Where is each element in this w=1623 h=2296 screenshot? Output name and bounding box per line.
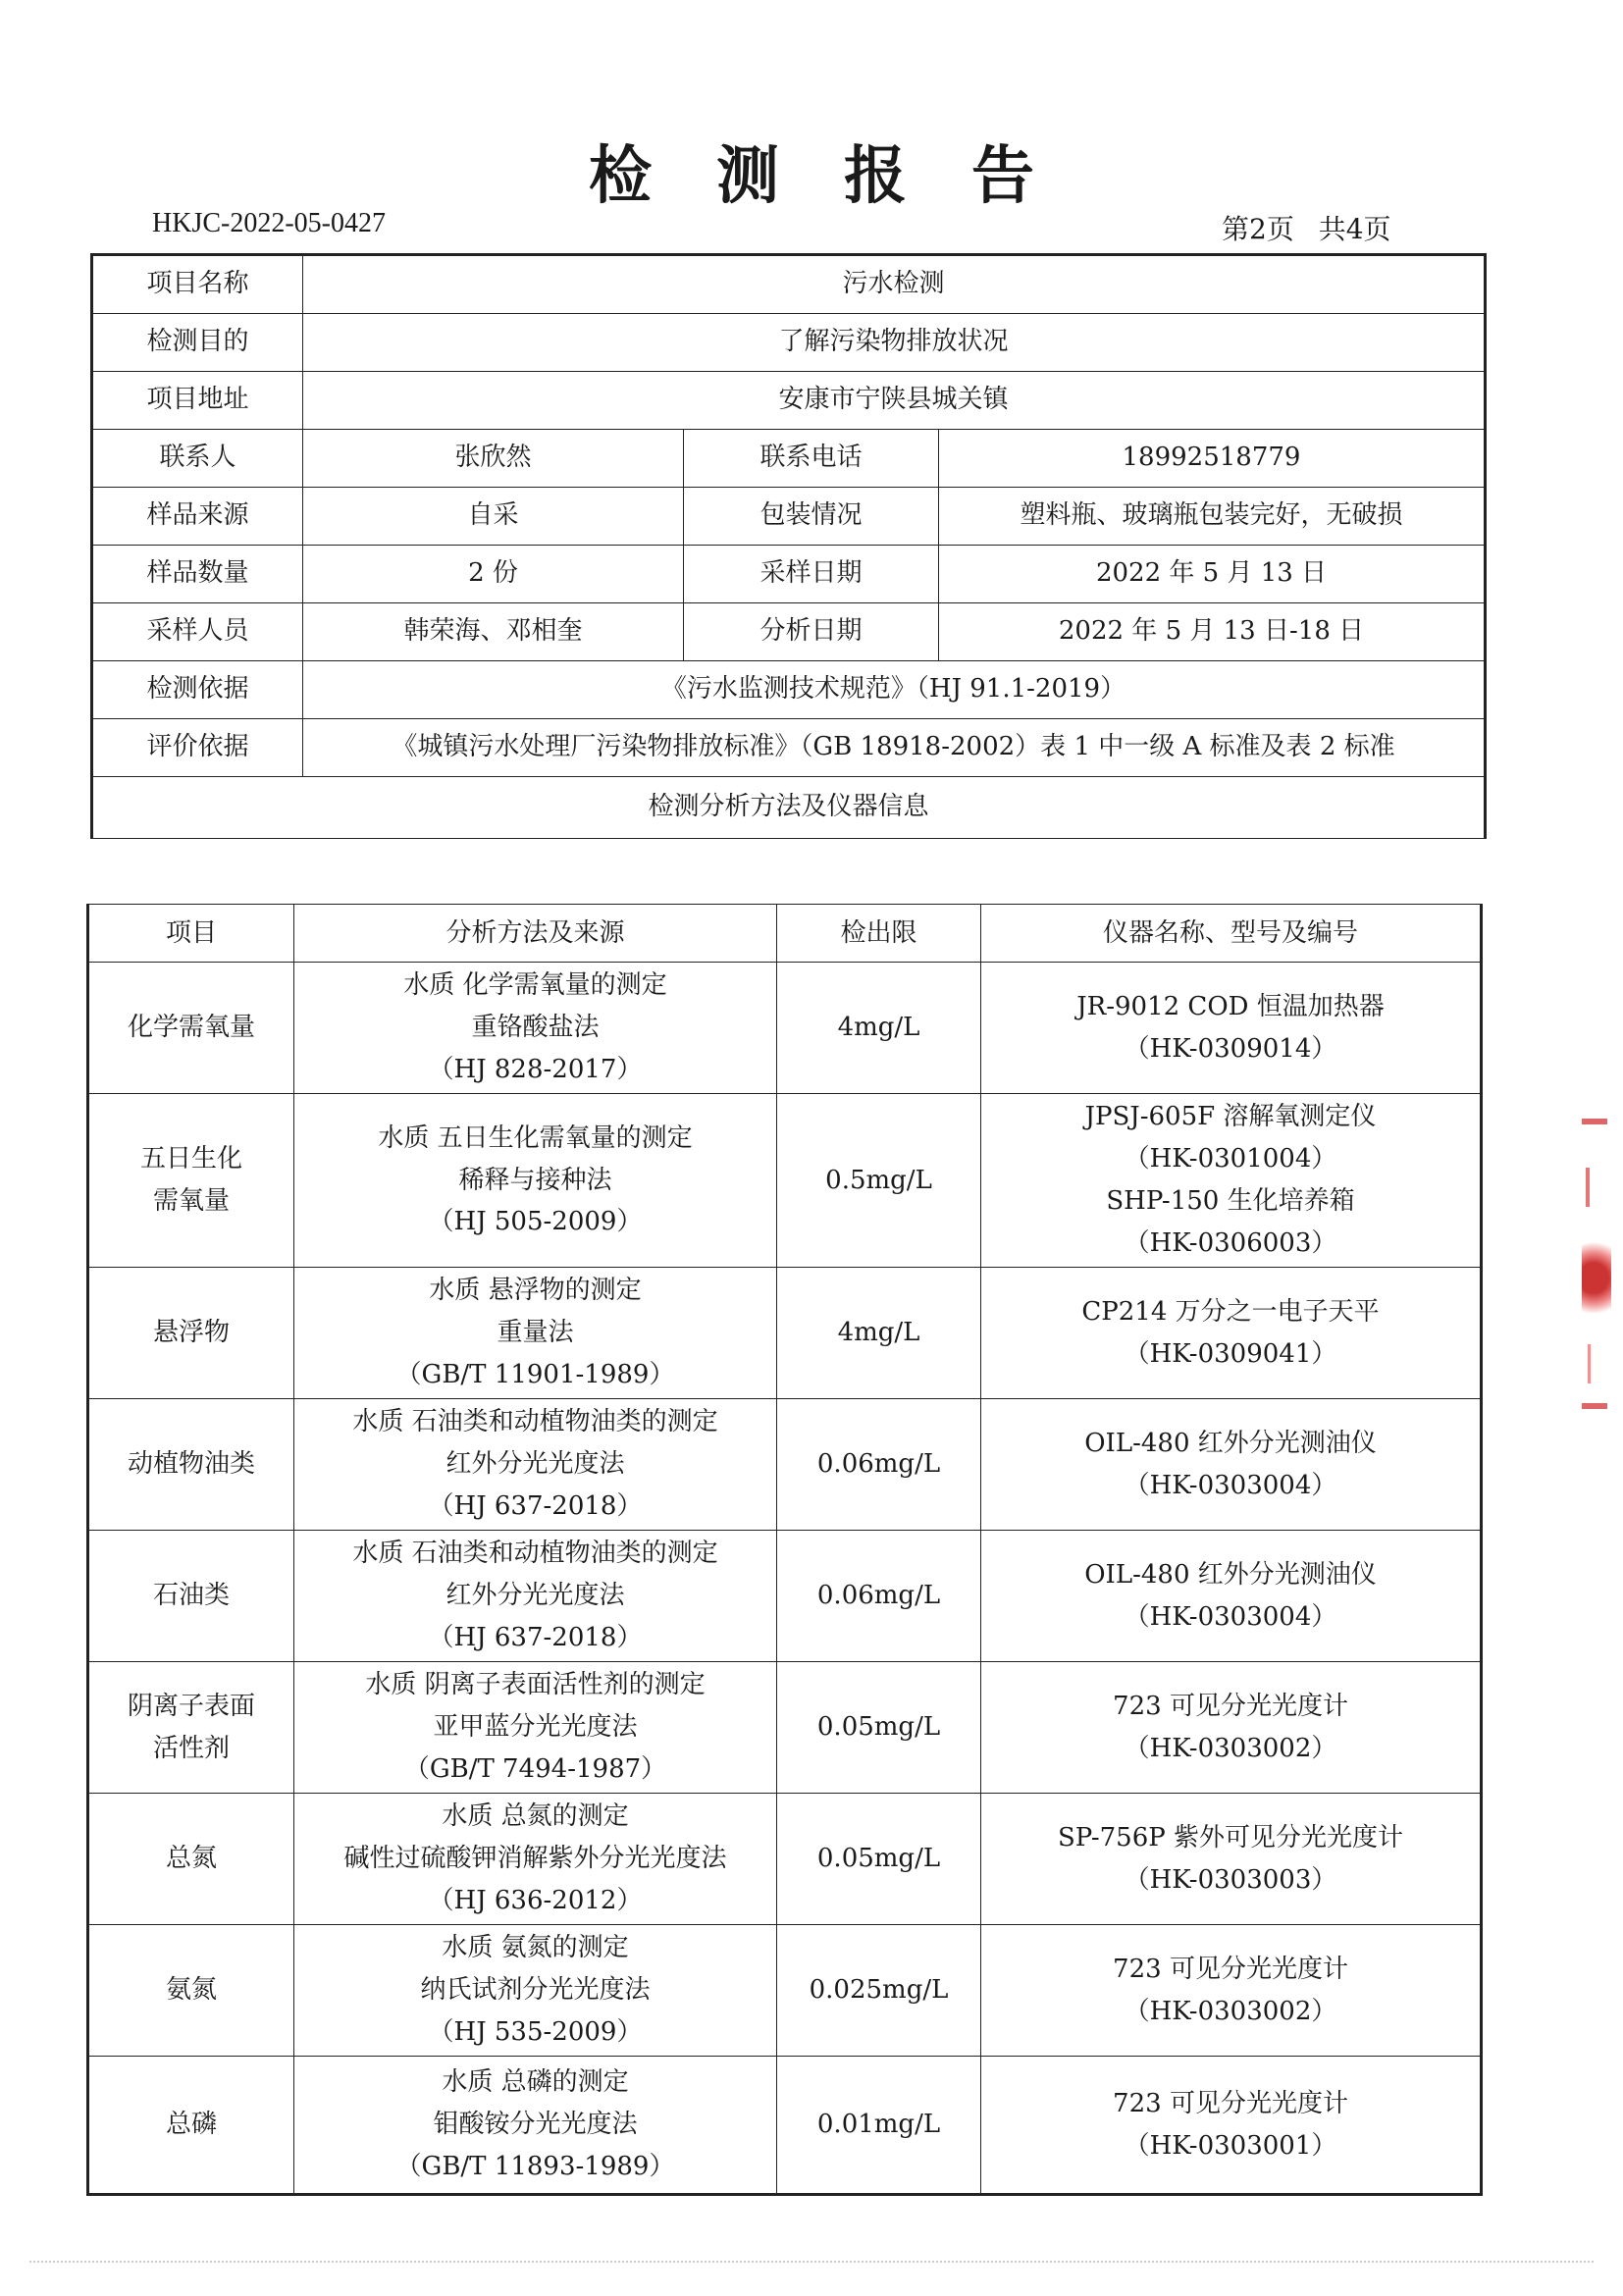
label-purpose: 检测目的 <box>92 314 303 372</box>
row-basis <box>92 661 1486 719</box>
method-item <box>88 1268 294 1399</box>
method-item-line: 动植物油类 <box>127 1449 255 1480</box>
method-source-line: 重铬酸盐法 <box>471 1013 600 1043</box>
label-address: 项目地址 <box>92 372 303 430</box>
method-source <box>294 1268 777 1399</box>
scan-edge-line <box>29 2261 1594 2263</box>
method-row <box>88 1094 1482 1268</box>
method-detection-limit: 0.025mg/L <box>777 1925 981 2057</box>
value-sampling-date: 2022 年 5 月 13 日 <box>939 546 1486 603</box>
method-instrument-line: CP214 万分之一电子天平 <box>1081 1296 1380 1327</box>
label-package: 包装情况 <box>684 488 939 546</box>
method-source-line: 红外分光光度法 <box>445 1581 625 1611</box>
methods-header-row <box>88 905 1482 963</box>
header-instrument: 仪器名称、型号及编号 <box>981 905 1482 963</box>
method-source-line: 水质 石油类和动植物油类的测定 <box>352 1539 718 1569</box>
method-source <box>294 1094 777 1268</box>
method-item-line: 需氧量 <box>152 1186 230 1216</box>
label-phone: 联系电话 <box>684 430 939 488</box>
method-row <box>88 1794 1482 1925</box>
method-source-line: 水质 总磷的测定 <box>442 2067 629 2098</box>
method-source-line: 水质 化学需氧量的测定 <box>403 970 667 1001</box>
value-package: 塑料瓶、玻璃瓶包装完好，无破损 <box>939 488 1486 546</box>
method-item <box>88 1794 294 1925</box>
value-basis: 《污水监测技术规范》（HJ 91.1-2019） <box>303 661 1486 719</box>
method-item-line: 氨氮 <box>165 1975 217 2006</box>
method-instrument <box>981 1531 1482 1662</box>
method-instrument-line: OIL-480 红外分光测油仪 <box>1084 1559 1377 1590</box>
label-basis: 检测依据 <box>92 661 303 719</box>
method-item <box>88 963 294 1094</box>
method-instrument-line: （HK-0303004） <box>1124 1470 1337 1500</box>
report-number: HKJC-2022-05-0427 <box>152 208 386 238</box>
header-item: 项目 <box>88 905 294 963</box>
method-item-line: 活性剂 <box>152 1733 230 1763</box>
method-instrument-line: （HK-0303003） <box>1124 1864 1337 1895</box>
value-quantity: 2 份 <box>303 546 684 603</box>
method-source-line: （HJ 505-2009） <box>428 1207 643 1237</box>
value-contact: 张欣然 <box>303 430 684 488</box>
method-detection-limit: 4mg/L <box>777 1268 981 1399</box>
method-source-line: 水质 阴离子表面活性剂的测定 <box>365 1670 706 1700</box>
method-item <box>88 2057 294 2195</box>
method-row <box>88 1268 1482 1399</box>
method-row <box>88 1531 1482 1662</box>
method-instrument-line: JR-9012 COD 恒温加热器 <box>1076 991 1385 1021</box>
methods-body <box>88 963 1482 2195</box>
method-detection-limit: 0.05mg/L <box>777 1662 981 1794</box>
methods-section-title: 检测分析方法及仪器信息 <box>92 777 1486 839</box>
row-purpose <box>92 314 1486 372</box>
value-sampler: 韩荣海、邓相奎 <box>303 603 684 661</box>
method-source-line: 稀释与接种法 <box>458 1165 612 1195</box>
method-source-line: （GB/T 7494-1987） <box>403 1753 667 1784</box>
method-detection-limit: 4mg/L <box>777 963 981 1094</box>
method-item <box>88 1094 294 1268</box>
method-source-line: 重量法 <box>497 1318 574 1348</box>
method-instrument <box>981 1399 1482 1531</box>
method-detection-limit: 0.06mg/L <box>777 1399 981 1531</box>
method-source-line: （HJ 535-2009） <box>428 2016 643 2047</box>
method-item-line: 阴离子表面 <box>127 1691 255 1721</box>
page-indicator: 第2页 共4页 <box>1222 213 1391 245</box>
method-detection-limit: 0.05mg/L <box>777 1794 981 1925</box>
method-source-line: 水质 石油类和动植物油类的测定 <box>352 1407 718 1437</box>
method-row <box>88 963 1482 1094</box>
method-source-line: （GB/T 11893-1989） <box>395 2151 675 2181</box>
method-item <box>88 1925 294 2057</box>
method-source <box>294 1662 777 1794</box>
value-source: 自采 <box>303 488 684 546</box>
method-source-line: 钼酸铵分光光度法 <box>433 2110 638 2140</box>
label-eval: 评价依据 <box>92 719 303 777</box>
method-source <box>294 963 777 1094</box>
method-instrument-line: （HK-0301004） <box>1124 1144 1337 1174</box>
method-instrument <box>981 1268 1482 1399</box>
method-source-line: 纳氏试剂分光光度法 <box>420 1975 651 2006</box>
header-method: 分析方法及来源 <box>294 905 777 963</box>
method-source-line: （HJ 637-2018） <box>428 1622 643 1652</box>
method-instrument-line: （HK-0303001） <box>1124 2130 1337 2161</box>
row-sampler <box>92 603 1486 661</box>
method-instrument <box>981 1925 1482 2057</box>
method-source-line: 亚甲蓝分光光度法 <box>433 1712 638 1743</box>
row-methods-title <box>92 777 1486 839</box>
method-source-line: （HJ 637-2018） <box>428 1490 643 1521</box>
method-instrument-line: 723 可见分光光度计 <box>1113 2088 1348 2118</box>
method-item-line: 悬浮物 <box>152 1318 230 1348</box>
method-item-line: 总磷 <box>165 2110 217 2140</box>
method-instrument <box>981 1094 1482 1268</box>
row-quantity <box>92 546 1486 603</box>
method-instrument-line: （HK-0303004） <box>1124 1601 1337 1632</box>
method-source-line: 水质 悬浮物的测定 <box>429 1276 642 1306</box>
method-detection-limit: 0.5mg/L <box>777 1094 981 1268</box>
method-source-line: 水质 氨氮的测定 <box>442 1933 629 1963</box>
method-instrument <box>981 963 1482 1094</box>
method-detection-limit: 0.01mg/L <box>777 2057 981 2195</box>
method-row <box>88 1399 1482 1531</box>
row-contact <box>92 430 1486 488</box>
method-item-line: 五日生化 <box>139 1144 242 1174</box>
method-source-line: 水质 总氮的测定 <box>442 1801 629 1832</box>
method-instrument-line: （HK-0309014） <box>1124 1033 1337 1064</box>
row-project-name <box>92 255 1486 314</box>
method-source <box>294 1531 777 1662</box>
method-item <box>88 1531 294 1662</box>
method-item-line: 石油类 <box>152 1581 230 1611</box>
label-contact: 联系人 <box>92 430 303 488</box>
label-analysis-date: 分析日期 <box>684 603 939 661</box>
label-source: 样品来源 <box>92 488 303 546</box>
method-source <box>294 1794 777 1925</box>
method-instrument-line: （HK-0309041） <box>1124 1338 1337 1369</box>
method-instrument <box>981 2057 1482 2195</box>
report-title: 检测报告 <box>589 139 1099 213</box>
methods-table <box>86 904 1483 2196</box>
method-row <box>88 1662 1482 1794</box>
method-detection-limit: 0.06mg/L <box>777 1531 981 1662</box>
project-info-table <box>90 253 1487 839</box>
method-source-line: 水质 五日生化需氧量的测定 <box>378 1122 693 1153</box>
method-instrument-line: （HK-0306003） <box>1124 1227 1337 1258</box>
header-limit: 检出限 <box>777 905 981 963</box>
value-eval: 《城镇污水处理厂污染物排放标准》（GB 18918-2002）表 1 中一级 A 标准及表 2 标准 <box>303 719 1486 777</box>
method-source-line: （GB/T 11901-1989） <box>395 1359 675 1389</box>
method-instrument-line: 723 可见分光光度计 <box>1113 1691 1348 1721</box>
method-row <box>88 2057 1482 2195</box>
method-instrument-line: （HK-0303002） <box>1124 1996 1337 2026</box>
method-item <box>88 1399 294 1531</box>
method-instrument-line: OIL-480 红外分光测油仪 <box>1084 1428 1377 1458</box>
method-instrument-line: 723 可见分光光度计 <box>1113 1954 1348 1984</box>
method-source-line: （HJ 828-2017） <box>428 1054 643 1084</box>
label-sampler: 采样人员 <box>92 603 303 661</box>
row-source <box>92 488 1486 546</box>
method-instrument-line: （HK-0303002） <box>1124 1733 1337 1763</box>
label-sampling-date: 采样日期 <box>684 546 939 603</box>
method-source-line: 红外分光光度法 <box>445 1449 625 1480</box>
method-row <box>88 1925 1482 2057</box>
row-eval <box>92 719 1486 777</box>
value-analysis-date: 2022 年 5 月 13 日-18 日 <box>939 603 1486 661</box>
method-source <box>294 1399 777 1531</box>
method-item-line: 化学需氧量 <box>127 1013 255 1043</box>
method-instrument-line: SP-756P 紫外可见分光光度计 <box>1057 1822 1404 1852</box>
method-source-line: （HJ 636-2012） <box>428 1885 643 1915</box>
value-project-name: 污水检测 <box>303 255 1486 314</box>
method-instrument <box>981 1794 1482 1925</box>
label-project-name: 项目名称 <box>92 255 303 314</box>
method-item-line: 总氮 <box>165 1844 217 1874</box>
value-phone: 18992518779 <box>939 430 1486 488</box>
value-address: 安康市宁陕县城关镇 <box>303 372 1486 430</box>
method-instrument-line: SHP-150 生化培养箱 <box>1106 1186 1355 1216</box>
method-instrument-line: JPSJ-605F 溶解氧测定仪 <box>1084 1102 1377 1132</box>
label-quantity: 样品数量 <box>92 546 303 603</box>
method-instrument <box>981 1662 1482 1794</box>
method-item <box>88 1662 294 1794</box>
method-source <box>294 1925 777 2057</box>
row-address <box>92 372 1486 430</box>
method-source <box>294 2057 777 2195</box>
value-purpose: 了解污染物排放状况 <box>303 314 1486 372</box>
red-seal-stamp <box>1582 1119 1611 1433</box>
method-source-line: 碱性过硫酸钾消解紫外分光光度法 <box>343 1844 727 1874</box>
